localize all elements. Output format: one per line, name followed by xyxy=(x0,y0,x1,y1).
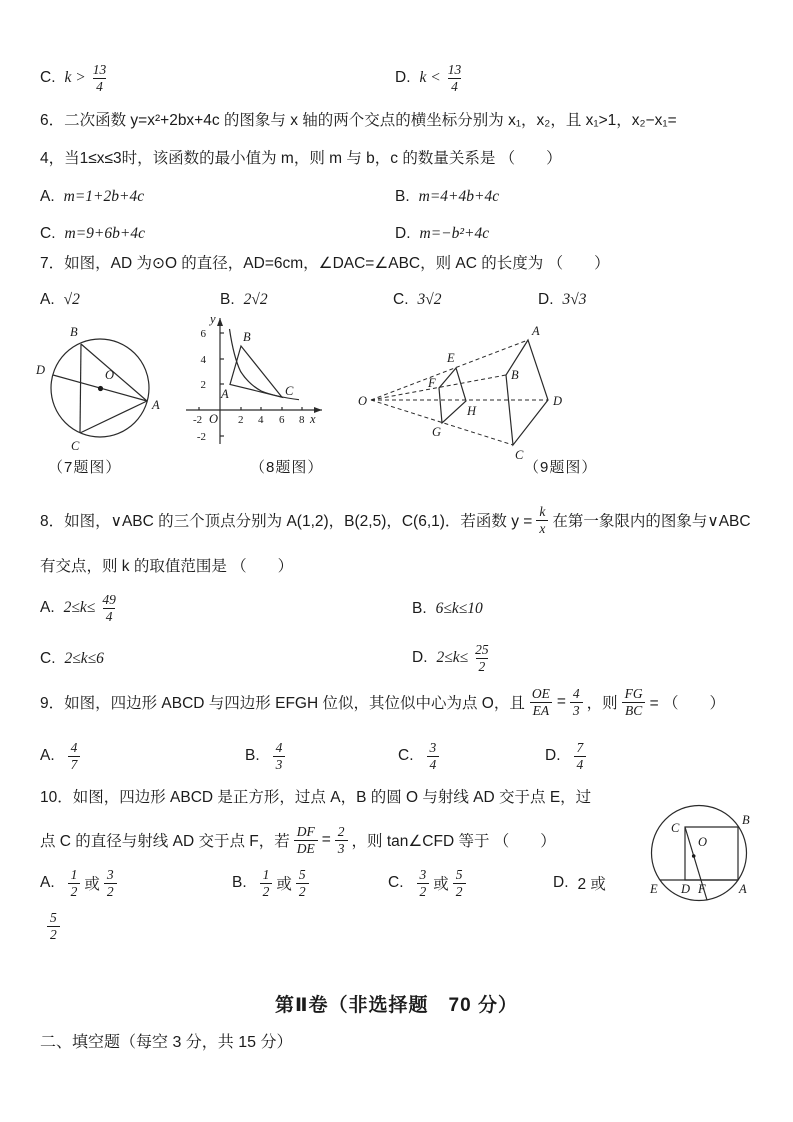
fraction-2-over-3: $\frac{2}{3}$ xyxy=(335,824,348,856)
q8-text-line2: 有交点，则 k 的取值范围是 （ ） xyxy=(40,558,294,575)
q7-text: 7．如图，AD 为⊙O 的直径，AD=6cm，∠DAC=∠ABC，则 AC 的长度为 （ ） xyxy=(40,255,610,272)
point-label-A: A xyxy=(152,398,160,412)
fraction: $\frac{1}{2}$ xyxy=(260,867,273,899)
fraction: $\frac{25}{2}$ xyxy=(475,641,489,674)
fraction: $\frac{4}{7}$ xyxy=(68,740,81,772)
q6-option-b: B. m=4+4b+4c xyxy=(395,188,500,205)
q9-text: 9．如图，四边形 ABCD 与四边形 EFGH 位似，其位似中心为点 O，且 $\frac{OE}{EA}$ = $\frac{4}{3}$ ，则 $\frac{FG}{BC}$ = （ ） xyxy=(40,685,726,718)
q7-option-d: D. 3√3 xyxy=(538,291,587,308)
point-label-C: C xyxy=(71,439,80,453)
y-axis-arrow xyxy=(217,318,223,326)
fraction-FG-over-BC: $\frac{FG}{BC}$ xyxy=(622,686,646,718)
point-label-O: O xyxy=(698,835,708,849)
point-label-F: F xyxy=(698,882,706,896)
x-tick-6: 6 xyxy=(279,414,285,426)
point-label-A: A xyxy=(739,882,747,896)
center-point xyxy=(692,854,696,858)
y-axis-label: y xyxy=(210,312,216,326)
point-label-E: E xyxy=(447,351,455,365)
y-tick-2: 2 xyxy=(200,379,206,391)
q10-option-d-continuation xyxy=(43,903,64,949)
q10-option-b: B. $\frac{1}{2}$ 或 $\frac{5}{2}$ xyxy=(232,860,313,906)
fraction-OE-over-EA: $\frac{OE}{EA}$ xyxy=(529,686,553,718)
point-label-C: C xyxy=(671,821,680,835)
q9-option-a: A. $\frac{4}{7}$ xyxy=(40,733,84,779)
point-label-G: G xyxy=(432,425,442,439)
point-label-D: D xyxy=(553,394,563,408)
point-label-B: B xyxy=(70,325,78,339)
q10-text-line1: 10．如图，四边形 ABCD 是正方形，过点 A，B 的圆 O 与射线 AD 交于点 E，过 xyxy=(40,789,592,806)
q6-option-a: A. m=1+2b+4c xyxy=(40,188,145,205)
figure-q9-similar-quads xyxy=(356,315,661,467)
fraction: $\frac{4}{3}$ xyxy=(273,740,286,772)
point-label-A: A xyxy=(221,387,229,401)
option-label: C. xyxy=(40,69,56,86)
fraction: $\frac{5}{2}$ xyxy=(47,910,60,942)
point-label-B: B xyxy=(742,813,750,827)
q7-option-a: A. √2 xyxy=(40,291,80,308)
quad-abcd xyxy=(506,340,548,445)
point-label-O: O xyxy=(105,368,115,382)
triangle-abc xyxy=(230,346,282,397)
fraction: $\frac{13}{4}$ xyxy=(92,61,107,94)
point-label-D: D xyxy=(36,363,46,377)
figure-q10-circle-square xyxy=(643,788,793,928)
q10-text-line2: 点 C 的直径与射线 AD 交于点 F，若 $\frac{DF}{DE}$ = $\frac{2}{3}$ ，则 tan∠CFD 等于 （ ） xyxy=(40,823,556,856)
q7-option-c: C. 3√2 xyxy=(393,291,442,308)
x-tick-8: 8 xyxy=(299,414,305,426)
q5-option-d xyxy=(395,53,468,103)
point-label-E: E xyxy=(650,882,658,896)
q8-text-line1: 8．如图，∨ABC 的三个顶点分别为 A(1,2)，B(2,5)，C(6,1)．若函数 y = $\frac{k}{x}$ 在第一象限内的图象与∨ABC xyxy=(40,503,751,536)
fraction: $\frac{49}{4}$ xyxy=(102,591,116,624)
fraction: $\frac{3}{2}$ xyxy=(417,867,430,899)
fraction-k-over-x: $\frac{k}{x}$ xyxy=(536,504,548,536)
point-label-D: D xyxy=(681,882,691,896)
q6-text-line2: 4，当1≤x≤3时，该函数的最小值为 m，则 m 与 b，c 的数量关系是 （ ） xyxy=(40,150,562,167)
q8-option-a: A. 2≤k≤ $\frac{49}{4}$ xyxy=(40,585,123,631)
q8-option-d: D. 2≤k≤ $\frac{25}{2}$ xyxy=(412,635,496,681)
option-label: D. xyxy=(395,69,411,86)
fraction: $\frac{3}{4}$ xyxy=(427,740,440,772)
y-tick-neg2: -2 xyxy=(196,431,206,443)
x-tick-neg2: -2 xyxy=(193,414,203,426)
point-label-F: F xyxy=(428,376,436,390)
q6-option-d: D. m=−b²+4c xyxy=(395,225,490,242)
origin-label: O xyxy=(209,412,219,426)
fill-in-blanks-heading: 二、填空题（每空 3 分，共 15 分） xyxy=(40,1034,293,1051)
x-tick-4: 4 xyxy=(258,414,264,426)
option-expression: k < xyxy=(419,69,441,86)
center-point xyxy=(98,386,103,391)
q10-option-c: C. $\frac{3}{2}$ 或 $\frac{5}{2}$ xyxy=(388,860,470,906)
q5-option-c xyxy=(40,53,113,103)
point-label-B: B xyxy=(511,368,519,382)
fraction: $\frac{1}{2}$ xyxy=(68,867,81,899)
q8-option-c: C. 2≤k≤6 xyxy=(40,650,104,667)
quad-efgh xyxy=(439,368,466,423)
fraction: $\frac{13}{4}$ xyxy=(447,61,462,94)
point-label-A: A xyxy=(532,324,540,338)
caption-fig7: （7题图） xyxy=(48,459,122,476)
fraction: $\frac{5}{2}$ xyxy=(296,867,309,899)
y-tick-6: 6 xyxy=(200,328,206,340)
q10-option-d: D. 2 或 xyxy=(553,874,606,893)
point-label-B: B xyxy=(243,330,251,344)
section-2-title: 第Ⅱ卷（非选择题 70 分） xyxy=(275,995,518,1016)
x-tick-2: 2 xyxy=(238,414,244,426)
q7-option-b: B. 2√2 xyxy=(220,291,268,308)
point-label-H: H xyxy=(467,404,477,418)
fraction-DF-over-DE: $\frac{DF}{DE}$ xyxy=(294,824,318,856)
fraction-4-over-3: $\frac{4}{3}$ xyxy=(570,686,583,718)
figure-q8-graph xyxy=(182,310,352,455)
y-tick-4: 4 xyxy=(200,354,206,366)
point-label-C: C xyxy=(285,384,294,398)
fraction: $\frac{3}{2}$ xyxy=(104,867,117,899)
fraction: $\frac{5}{2}$ xyxy=(453,867,466,899)
figure-q7-circle-diagram xyxy=(12,318,182,453)
q9-option-b: B. $\frac{4}{3}$ xyxy=(245,733,289,779)
point-label-C: C xyxy=(515,448,524,462)
q10-option-a: A. $\frac{1}{2}$ 或 $\frac{3}{2}$ xyxy=(40,860,121,906)
q6-option-c: C. m=9+6b+4c xyxy=(40,225,145,242)
caption-fig9: （9题图） xyxy=(524,459,598,476)
point-label-O: O xyxy=(358,394,368,408)
x-axis-label: x xyxy=(310,412,316,426)
caption-fig8: （8题图） xyxy=(250,459,324,476)
q8-option-b: B. 6≤k≤10 xyxy=(412,600,483,617)
option-expression: k > xyxy=(64,69,86,86)
q6-text-line1: 6．二次函数 y=x²+2bx+4c 的图象与 x 轴的两个交点的横坐标分别为 x₁，x₂，且 x₁>1，x₂−x₁= xyxy=(40,112,677,129)
q9-option-c: C. $\frac{3}{4}$ xyxy=(398,733,443,779)
fraction: $\frac{7}{4}$ xyxy=(574,740,587,772)
q9-option-d: D. $\frac{7}{4}$ xyxy=(545,733,590,779)
